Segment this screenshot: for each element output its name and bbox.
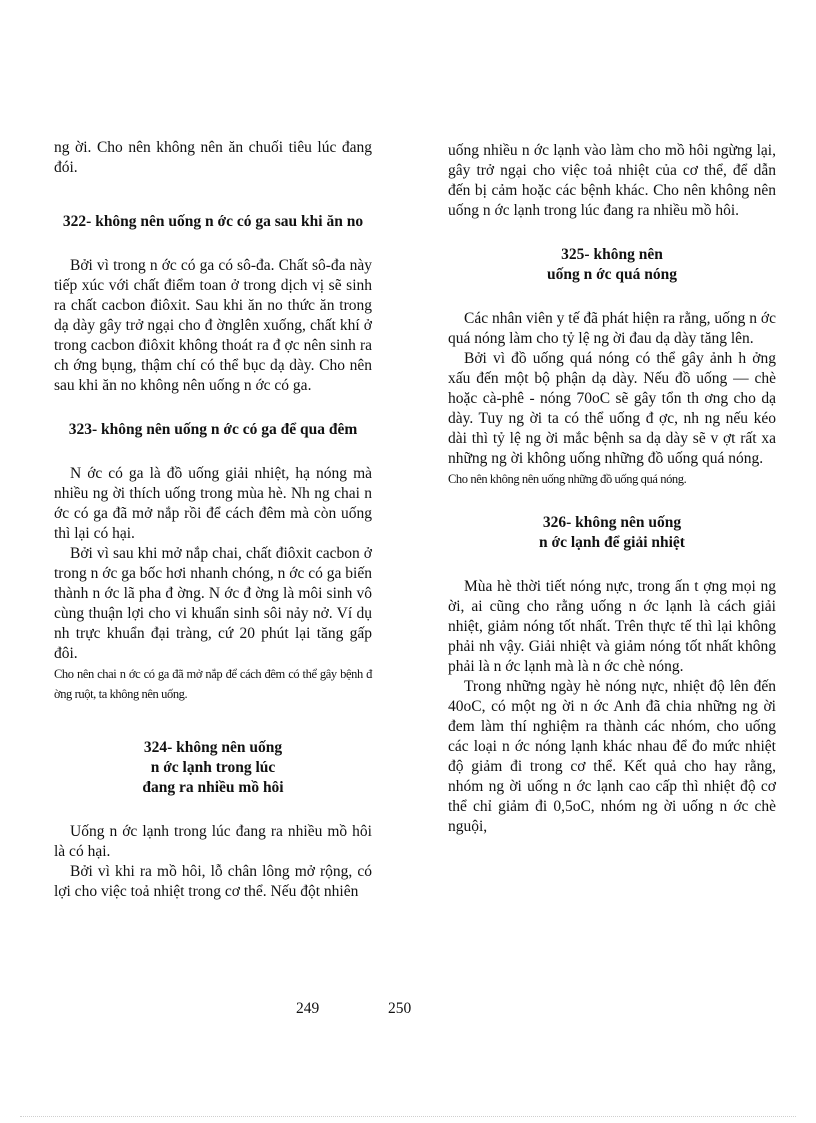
paragraph-325c: Cho nên không nên uống những đồ uống quá nóng. (448, 472, 687, 486)
paragraph-323a: N ớc có ga là đồ uống giải nhiệt, hạ nóng mà nhiều ng ời thích uống trong mùa hè. Nh ng chai n ớc có ga đã mở nắp rồi để cách đêm mà còn uống thì lại có hại. (54, 465, 372, 542)
continued-paragraph: ng ời. Cho nên không nên ăn chuối tiêu lúc đang đói. (54, 139, 372, 176)
heading-324-line-1: 324- không nên uống (143, 739, 283, 756)
section-heading-325 (448, 245, 776, 285)
heading-324-line-2: n ớc lạnh trong lúc (150, 759, 276, 776)
page-number-right: 250 (388, 1000, 412, 1017)
heading-326-line-2: n ớc lạnh để giải nhiệt (539, 534, 685, 551)
section-heading-324 (54, 738, 372, 798)
paragraph-324b: Bởi vì khi ra mồ hôi, lỗ chân lông mở rộng, có lợi cho việc toả nhiệt trong cơ thể. Nếu đột nhiên (54, 863, 372, 900)
left-page-column (54, 138, 372, 902)
heading-325-line-1: 325- không nên (561, 246, 663, 263)
heading-325-line-2: uống n ớc quá nóng (546, 266, 678, 283)
paragraph-323c: Cho nên chai n ớc có ga đã mở nắp để cách đêm có thể gây bệnh đ ờng ruột, ta không nên uống. (54, 667, 372, 701)
page-number-left: 249 (296, 1000, 320, 1017)
paragraph-325a: Các nhân viên y tế đã phát hiện ra rằng, uống n ớc quá nóng làm cho tỷ lệ ng ời đau dạ dày tăng lên. (448, 310, 776, 347)
section-heading-323: 323- không nên uống n ớc có ga để qua đêm (68, 421, 358, 438)
continued-paragraph: uống nhiều n ớc lạnh vào làm cho mồ hôi ngừng lại, gây trở ngại cho việc toả nhiệt của cơ thể, để dẫn đến bị cảm hoặc các bệnh khác. Cho nên không nên uống n ớc lạnh trong lúc đang ra nhiều mồ hôi. (448, 142, 776, 219)
bottom-dotted-rule (20, 1116, 796, 1117)
paragraph-323b: Bởi vì sau khi mở nắp chai, chất điôxit cacbon ở trong n ớc ga bốc hơi nhanh chóng, n ớc có ga biến thành n ớc lã pha đ ờng. N ớc đ ờng là môi sinh vô cùng thuận lợi cho vi khuẩn sinh sôi nảy nở. Ví dụ nh trực khuẩn đại tràng, cứ 20 phút lại tăng gấp đôi. (54, 545, 372, 662)
paragraph-324a: Uống n ớc lạnh trong lúc đang ra nhiều mồ hôi là có hại. (54, 823, 372, 860)
section-heading-326 (448, 513, 776, 553)
heading-324-line-3: đang ra nhiều mồ hôi (142, 779, 284, 796)
paragraph-325b: Bởi vì đồ uống quá nóng có thể gây ảnh h ởng xấu đến một bộ phận dạ dày. Nếu đồ uống — chè hoặc cà-phê - nóng 70oC sẽ gây tổn th ơng cho dạ dày. Tuy ng ời ta có thể uống đ ợc, nh ng nếu kéo dài thì tỷ lệ ng ời mắc bệnh sa dạ dày sẽ v ợt rất xa những ng ời không uống những đồ uống quá nóng. (448, 350, 776, 467)
right-page-column (448, 141, 776, 837)
heading-326-line-1: 326- không nên uống (542, 514, 682, 531)
paragraph-326a: Mùa hè thời tiết nóng nực, trong ấn t ợng mọi ng ời, ai cũng cho rằng uống n ớc lạnh là cách giải nhiệt, giảm nóng tốt nhất. Trên thực tế thì lại không phải nh vậy. Giải nhiệt và giảm nóng tốt nhất không phải là n ớc lạnh mà là n ớc chè nóng. (448, 578, 776, 675)
section-heading-322: 322- không nên uống n ớc có ga sau khi ăn no (62, 213, 364, 230)
paragraph-326b: Trong những ngày hè nóng nực, nhiệt độ lên đến 40oC, có một ng ời n ớc Anh đã chia những ng ời đem làm thí nghiệm ra thành các nhóm, cho uống các loại n ớc nóng lạnh khác nhau để đo mức nhiệt độ giảm đi trong cơ thể. Kết quả cho hay rằng, nhóm ng ời uống n ớc lạnh cao cấp thì nhiệt độ cơ thể chỉ giảm đi 0,5oC, nhóm ng ời uống n ớc chè nguội, (448, 678, 776, 835)
paragraph-322: Bởi vì trong n ớc có ga có sô-đa. Chất sô-đa này tiếp xúc với chất điểm toan ở trong dịch vị sẽ sinh ra chất cacbon điôxit. Sau khi ăn no thức ăn trong dạ dày gây trở ngại cho đ ờnglên xuống, chất khí ở trong cacbon điôxit không thoát ra đ ợc nên sinh ra ch ớng bụng, thậm chí có thể bục dạ dày. Cho nên sau khi ăn no không nên uống n ớc có ga. (54, 257, 372, 394)
